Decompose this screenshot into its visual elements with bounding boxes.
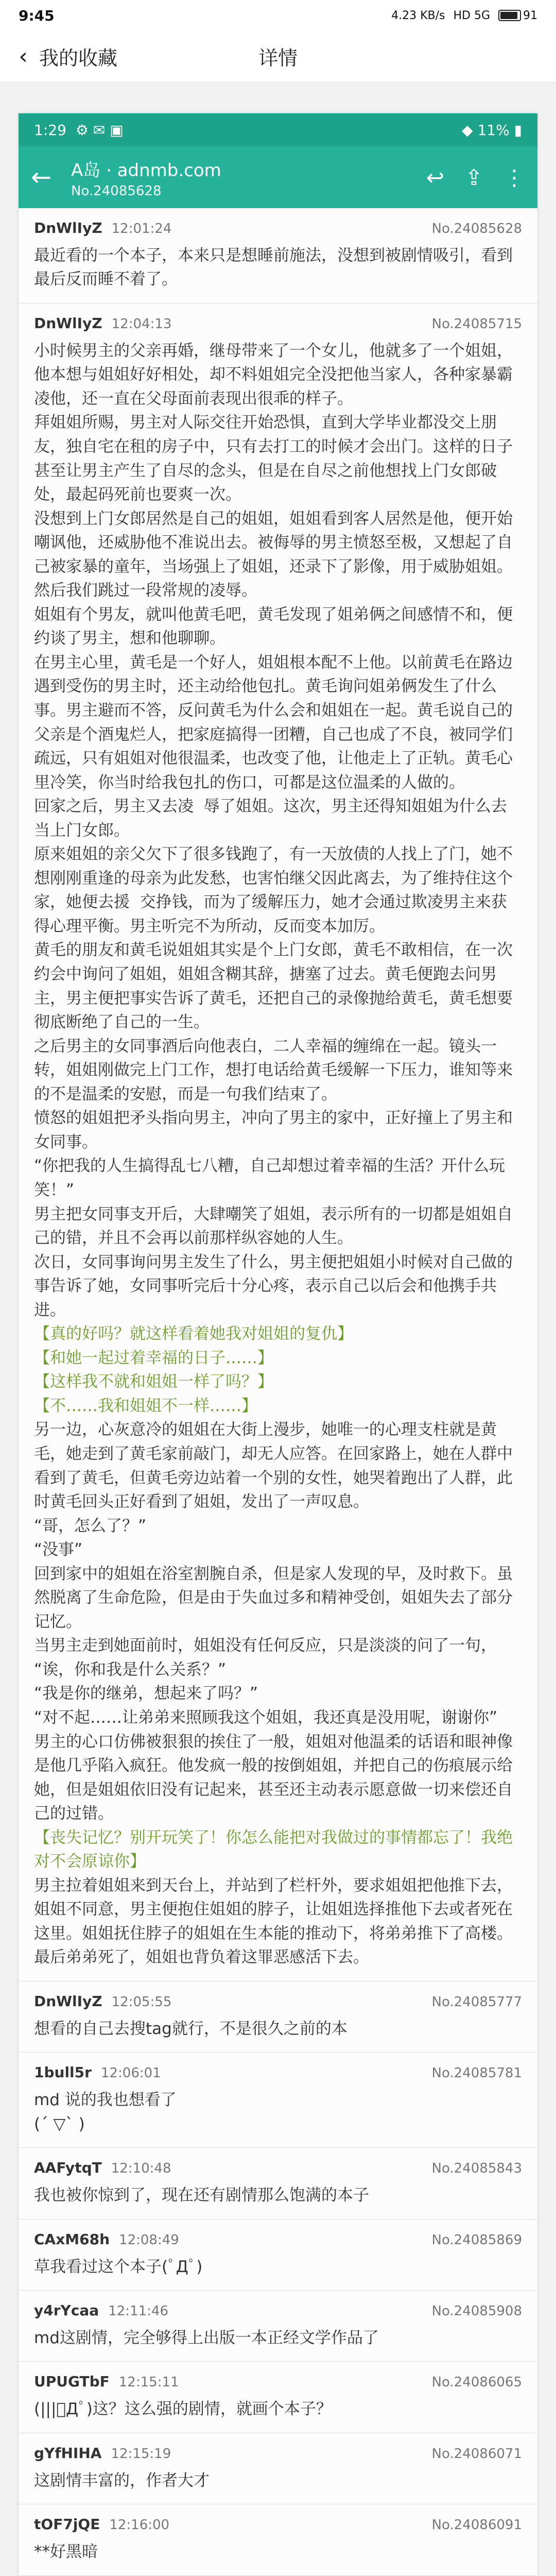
reply-post[interactable] <box>19 2362 537 2433</box>
thread-back-arrow-icon[interactable]: ← <box>31 163 52 192</box>
user-id: CAxM68h <box>34 2230 110 2248</box>
battery-text: 91 <box>523 9 537 22</box>
quote-text: 【丧失记忆？别开玩笑了！你怎么能把对我做过的事情都忘了！我绝对不会原谅你】 <box>34 1828 513 1871</box>
back-chevron-icon[interactable]: ‹ <box>19 43 28 70</box>
post-meta <box>34 2516 522 2533</box>
post-number: No.24085628 <box>431 221 522 236</box>
signal-icon: HD 5G <box>453 9 490 22</box>
post-meta <box>34 2445 522 2462</box>
post-meta <box>34 2159 522 2176</box>
post-meta <box>34 2373 522 2390</box>
post-meta <box>34 2231 522 2248</box>
post-number: No.24085715 <box>431 316 522 332</box>
user-id: DnWlIyZ <box>34 1993 102 2010</box>
reply-post[interactable] <box>19 2433 537 2504</box>
user-id: y4rYcaa <box>34 2302 99 2319</box>
reply-post[interactable] <box>19 208 537 303</box>
post-time: 12:15:11 <box>118 2375 179 2391</box>
post-number: No.24085777 <box>431 1994 522 2010</box>
net-speed: 4.23 KB/s <box>391 9 445 22</box>
post-time: 12:06:01 <box>100 2065 161 2081</box>
more-icon[interactable]: ⋮ <box>503 164 525 190</box>
clock: 9:45 <box>19 7 55 24</box>
post-number: No.24086071 <box>431 2446 522 2462</box>
status-bar <box>0 0 556 31</box>
post-number: No.24086091 <box>431 2517 522 2533</box>
post-time: 12:16:00 <box>109 2517 170 2533</box>
inner-notify-icons: ⚙ ✉ ▣ <box>75 121 124 139</box>
inner-status-right: ◆ 11% ▮ <box>462 121 522 139</box>
thread-toolbar <box>19 146 537 208</box>
user-id: gYfHIHA <box>34 2444 102 2462</box>
thread-number: No.24085628 <box>71 183 162 199</box>
post-time: 12:01:24 <box>111 221 172 236</box>
user-id: tOF7jQE <box>34 2516 100 2533</box>
reply-post[interactable] <box>19 2053 537 2148</box>
inner-status-bar <box>19 113 537 146</box>
post-text: 另一边，心灰意冷的姐姐在大街上漫步，她唯一的心理支柱就是黄毛，她走到了黄毛家前敲门，却无人应答。在回家路上，她在人群中看到了黄毛，但黄毛旁边站着一个别的女性，她哭着跑出了人群，此时黄毛回头正好看到了姐姐，发出了一声叹息。 “哥，怎么了？” “没事” 回到家中的姐姐在浴室割腕自杀，但是家人发现的早，及时救下。虽然脱离了生命危险，但是由于失血过多和精神受创，姐姐失去了部分记忆。 当男主走到她面前时，姐姐没有任何反应，只是淡淡的问了一句， “诶，你和我是什么关系？” “我是你的继弟，想起来了吗？” “对不起……让弟弟来照顾我这个姐姐，我还真是没用呢，谢谢你” 男主的心口仿佛被狠狠的挨住了一般，姐姐对他温柔的话语和眼神像是他几乎陷入疯狂。他发疯一般的按倒姐姐，并把自己的伤痕展示给她，但是姐姐依旧没有记起来，甚至还主动表示愿意做一切来偿还自己的过错。 <box>34 1420 513 1823</box>
post-time: 12:15:19 <box>111 2446 171 2462</box>
battery-icon <box>498 9 537 22</box>
post-body: 草我看过这个本子(ﾟДﾟ) <box>34 2257 203 2276</box>
post-body: 这剧情丰富的，作者大才 <box>34 2471 210 2490</box>
post-body: md 说的我也想看了 (´ ▽` ) <box>34 2091 177 2133</box>
post-meta <box>34 315 522 332</box>
reply-post[interactable] <box>19 2219 537 2291</box>
post-number: No.24085781 <box>431 2065 522 2081</box>
reply-post[interactable] <box>19 1981 537 2053</box>
post-number: No.24085869 <box>431 2232 522 2248</box>
post-number: No.24085908 <box>431 2303 522 2319</box>
post-time: 12:11:46 <box>108 2303 168 2319</box>
reply-post[interactable] <box>19 2504 537 2575</box>
user-id: 1bull5r <box>34 2064 92 2081</box>
post-body <box>34 339 522 1970</box>
share-icon[interactable]: ⇪ <box>464 164 483 190</box>
post-body: 想看的自己去搜tag就行，不是很久之前的本 <box>34 2020 348 2038</box>
reply-post[interactable] <box>19 2291 537 2362</box>
post-body: md这剧情，完全够得上出版一本正经文学作品了 <box>34 2329 379 2348</box>
post-body: **好黑暗 <box>34 2543 98 2562</box>
post-meta <box>34 219 522 236</box>
post-text: 男主拉着姐姐来到天台上，并站到了栏杆外，要求姐姐把他推下去，姐姐不同意，男主便抱住姐姐的脖子，让姐姐选择推他下去或者死在这里。姐姐抚住脖子的姐姐在生本能的推动下，将弟弟推下了高楼。 最后弟弟死了，姐姐也背负着这罪恶感活下去。 <box>34 1876 513 1967</box>
post-number: No.24086065 <box>431 2375 522 2391</box>
post-meta <box>34 2302 522 2319</box>
favorited-screenshot <box>19 113 537 2576</box>
post-list <box>19 208 537 2576</box>
back-button[interactable]: 我的收藏 <box>39 47 118 70</box>
page-title: 详情 <box>258 47 298 70</box>
post-time: 12:08:49 <box>119 2232 179 2248</box>
reply-post[interactable] <box>19 2148 537 2219</box>
inner-clock: 1:29 <box>34 121 66 139</box>
post-text: 小时候男主的父亲再婚，继母带来了一个女儿，他就多了一个姐姐，他本想与姐姐好好相处，却不料姐姐完全没把他当家人，各种家暴霸凌他，还一直在父母面前表现出很乖的样子。 拜姐姐所赐，男主对人际交往开始恐惧，直到大学毕业都没交上朋友，独自宅在租的房子中，只有去打工的时候才会出门。这样的日子甚至让男主产生了自尽的念头，但是在自尽之前他想找上门女郎破处，最起码死前也要爽一次。 没想到上门女郎居然是自己的姐姐，姐姐看到客人居然是他，便开始嘲讽他，还威胁他不准说出去。被侮辱的男主愤怒至极，又想起了自己被家暴的童年，当场强上了姐姐，还录下了影像，用于威胁姐姐。 然后我们跳过一段常规的凌辱。 姐姐有个男友，就叫他黄毛吧，黄毛发现了姐弟俩之间感情不和，便约谈了男主，想和他聊聊。 在男主心里，黄毛是一个好人，姐姐根本配不上他。以前黄毛在路边遇到受伤的男主时，还主动给他包扎。黄毛询问姐弟俩发生了什么事。男主避而不答，反问黄毛为什么会和姐姐在一起。黄毛说自己的父亲是个酒鬼烂人，把家庭搞得一团糟，自己也成了不良，被同学们疏远，只有姐姐对他很温柔，也改变了他，让他走上了正轨。黄毛心里冷笑，你当时给我包扎的伤口，可都是这位温柔的人做的。 回家之后，男主又去凌 辱了姐姐。这次，男主还得知姐姐为什么去当上门女郎。 原来姐姐的亲父欠下了很多钱跑了，有一天放债的人找上了门，她不想刚刚重逢的母亲为此发愁，也害怕继父因此离去，为了维持住这个家，她便去援 交挣钱，而为了缓解压力，她才会通过欺凌男主来获得心理平衡。男主听完不为所动，反而变本加厉。 黄毛的朋友和黄毛说姐姐其实是个上门女郎，黄毛不敢相信，在一次约会中询问了姐姐，姐姐含糊其辞，搪塞了过去。黄毛便跑去问男主，男主便把事实告诉了黄毛，还把自己的录像抛给黄毛，黄毛想要彻底断绝了自己的一生。 之后男主的女同事酒后向他表白，二人幸福的缠绵在一起。镜头一转，姐姐刚做完上门工作，想打电话给黄毛缓解一下压力，谁知等来的不是温柔的安慰，而是一句我们结束了。 愤怒的姐姐把矛头指向男主，冲向了男主的家中，正好撞上了男主和女同事。 “你把我的人生搞得乱七八糟，自己却想过着幸福的生活？开什么玩笑！” 男主把女同事支开后，大肆嘲笑了姐姐，表示所有的一切都是姐姐自己的错，并且不会再以前那样纵容她的人生。 次日，女同事询问男主发生了什么，男主便把姐姐小时候对自己做的事告诉了她，女同事听完后十分心疼，表示自己以后会和他携手共进。 <box>34 341 513 1319</box>
app-header <box>0 31 556 82</box>
post-time: 12:10:48 <box>111 2161 171 2177</box>
user-id: AAFytqT <box>34 2159 102 2177</box>
post-body: 我也被你惊到了，现在还有剧情那么饱满的本子 <box>34 2186 369 2205</box>
user-id: UPUGTbF <box>34 2373 110 2391</box>
post-meta <box>34 2064 522 2081</box>
post-body: 最近看的一个本子，本来只是想睡前施法，没想到被剧情吸引，看到最后反而睡不着了。 <box>34 246 513 289</box>
post-body: (|||ﾟДﾟ)这？这么强的剧情，就画个本子？ <box>34 2400 332 2419</box>
user-id: DnWlIyZ <box>34 314 102 332</box>
user-id: DnWlIyZ <box>34 219 102 236</box>
thread-site-title: A岛 · adnmb.com <box>71 160 221 181</box>
status-icons <box>391 9 537 22</box>
reply-post[interactable] <box>19 303 537 1981</box>
post-time: 12:05:55 <box>111 1994 172 2010</box>
reply-icon[interactable]: ↩ <box>426 164 444 190</box>
quote-text: 【真的好吗？就这样看着她我对姐姐的复仇】 【和她一起过着幸福的日子……】 【这样我不就和姐姐一样了吗？】 【不……我和姐姐不一样……】 <box>34 1325 353 1415</box>
post-number: No.24085843 <box>431 2161 522 2177</box>
post-meta <box>34 1993 522 2010</box>
post-time: 12:04:13 <box>111 316 172 332</box>
